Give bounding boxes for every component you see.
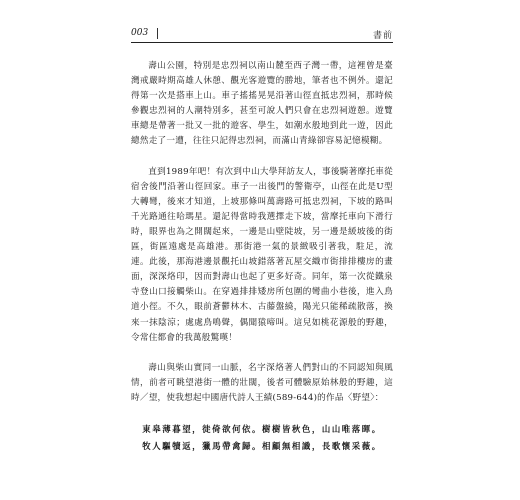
poem-line: 東皋薄暮望，徙倚欲何依。樹樹皆秋色，山山唯落暉。 xyxy=(142,423,382,434)
running-head: 書前 xyxy=(372,31,393,41)
body-text xyxy=(131,59,393,455)
paragraph-poem-intro: 壽山與柴山實同一山脈，名字深烙著人們對山的不同認知與風情，前者可眺望港街一體的壯闊，後者可體驗原始林般的野趣，這時／望，使我想起中國唐代詩人王績(589-644)的作品〈野望〉： xyxy=(131,362,393,403)
paragraph-1989-visit: 直到1989年吧！有次到中山大學拜訪友人，事後騎著摩托車從宿舍後門沿著山徑回家。車子一出後門的警衛亭，山徑在此是U型大轉彎，後來才知道，上坡那條叫萬壽路可抵忠烈祠，下坡的路叫千光路通往哈瑪星。還記得當時我選擇走下坡，當摩托車向下滑行時，眼界也為之開闊起來，一邊是山壁陡坡，另一邊是緩坡後的街區，街區遠處是高雄港。那街港一氣的景緻吸引著我，駐足，流連。此後，那海港邊景觀托山坡錯落著瓦屋交織市街排排樓房的畫面，深深烙印，因而對壽山也起了更多好奇。同年，第一次從鐵泉寺登山口接觸柴山。在穿過排排矮房所包圍的彎曲小巷後，進入鳥道小徑。不久，眼前蒼鬱林木、古藤盤繞，陽光只能稀疏散落，換來一抹陰涼；處處鳥鳴聲，偶聞猿啼叫。這兒如桃花源般的野趣，令常住都會的我萬般驚嘆！ xyxy=(131,166,393,343)
poem-block xyxy=(131,421,393,455)
page-number: 003 xyxy=(131,28,149,38)
page-header xyxy=(131,28,393,43)
poem-line: 牧人驅犢返，獵馬帶禽歸。相顧無相識，長歌懷采薇。 xyxy=(142,440,382,451)
paragraph-shoushan-park: 壽山公園，特別是忠烈祠以南山麓至西子灣一帶，這裡曾是臺灣戒嚴時期高雄人休憩、觀光客遊覽的勝地，筆者也不例外。還記得第一次是搭車上山。車子搖搖晃晃沿著山徑直抵忠烈祠，那時候參觀忠烈祠的人潮特別多，甚至可說人們只會在忠烈祠遊憩。遊覽車總是帶著一批又一批的遊客、學生，如潮水般地到此一遊，因此總然走了一遭，往往只記得忠烈祠，而滿山青綠卻容易記憶模糊。 xyxy=(131,61,393,147)
page-number-divider xyxy=(157,28,158,39)
